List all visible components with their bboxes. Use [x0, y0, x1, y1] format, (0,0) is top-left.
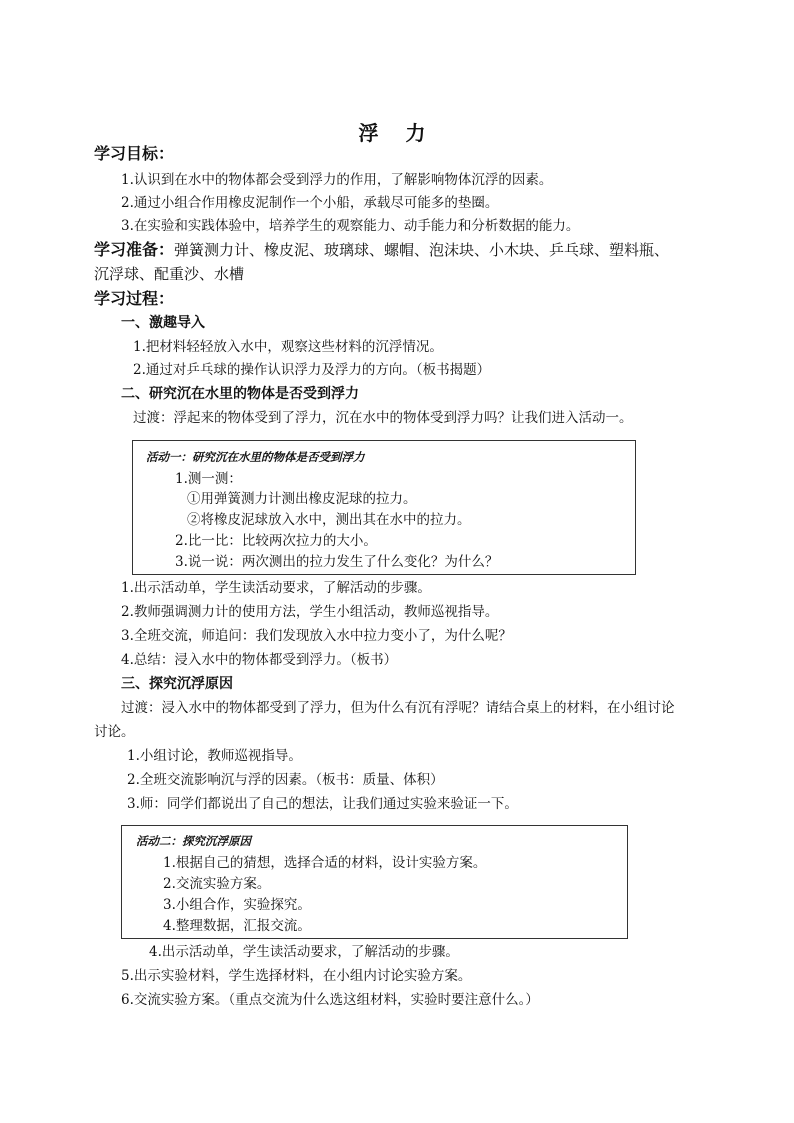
activity2-step: 4.整理数据，汇报交流。: [163, 918, 311, 934]
section3-after-item: 4.出示活动单，学生读活动要求，了解活动的步骤。: [149, 944, 459, 960]
section3-after-item: 5.出示实验材料，学生选择材料，在小组内讨论实验方案。: [121, 968, 472, 984]
activity1-heading: 活动一：研究沉在水里的物体是否受到浮力: [146, 450, 365, 464]
preparation-materials-cont: 沉浮球、配重沙、水槽: [94, 265, 245, 283]
section3-item: 2.全班交流影响沉与浮的因素。（板书：质量、体积）: [127, 772, 444, 788]
objective-item: 3.在实验和实践体验中，培养学生的观察能力、动手能力和分析数据的能力。: [121, 218, 580, 234]
section1-item: 1.把材料轻轻放入水中，观察这些材料的沉浮情况。: [133, 339, 443, 355]
preparation-line: [94, 240, 669, 260]
objective-item: 1.认识到在水中的物体都会受到浮力的作用，了解影响物体沉浮的因素。: [121, 172, 553, 188]
section3-after-item: 6.交流实验方案。（重点交流为什么选这组材料，实验时要注意什么。）: [121, 992, 539, 1008]
activity2-heading: 活动二：探究沉浮原因: [136, 834, 251, 848]
objective-item: 2.通过小组合作用橡皮泥制作一个小船，承载尽可能多的垫圈。: [121, 195, 499, 211]
activity1-step: 1.测一测：: [175, 471, 242, 487]
section3-item: 1.小组讨论，教师巡视指导。: [127, 748, 302, 764]
objectives-heading: 学习目标：: [94, 144, 175, 163]
activity1-substep: ②将橡皮泥球放入水中，测出其在水中的拉力。: [187, 512, 471, 528]
activity1-step: 2.比一比：比较两次拉力的大小。: [175, 533, 377, 549]
section1-item: 2.通过对乒乓球的操作认识浮力及浮力的方向。（板书揭题）: [133, 362, 491, 378]
page-title: 浮 力: [358, 121, 436, 145]
section2-item: 2.教师强调测力计的使用方法，学生小组活动，教师巡视指导。: [121, 604, 499, 620]
activity2-step: 3.小组合作，实验探究。: [163, 897, 311, 913]
section2-item: 3.全班交流，师追问：我们发现放入水中拉力变小了，为什么呢？: [121, 628, 512, 644]
section1-heading: 一、激趣导入: [121, 315, 205, 331]
section2-transition: 过渡：浮起来的物体受到了浮力，沉在水中的物体受到浮力吗？让我们进入活动一。: [133, 410, 633, 426]
preparation-materials: 弹簧测力计、橡皮泥、玻璃球、螺帽、泡沫块、小木块、乒乓球、塑料瓶、: [174, 241, 670, 259]
section2-item: 1.出示活动单，学生读活动要求，了解活动的步骤。: [121, 580, 431, 596]
section3-transition-cont: 讨论。: [94, 724, 135, 740]
section3-heading: 三、探究沉浮原因: [121, 676, 233, 692]
section3-item: 3.师：同学们都说出了自己的想法，让我们通过实验来验证一下。: [127, 796, 518, 812]
preparation-heading: 学习准备：: [94, 240, 175, 259]
section2-heading: 二、研究沉在水里的物体是否受到浮力: [121, 386, 359, 402]
activity2-step: 2.交流实验方案。: [163, 876, 271, 892]
section2-item: 4.总结：浸入水中的物体都受到浮力。（板书）: [121, 652, 398, 668]
activity1-box: [132, 440, 636, 575]
activity1-step: 3.说一说：两次测出的拉力发生了什么变化？为什么？: [175, 554, 499, 570]
activity2-step: 1.根据自己的猜想，选择合适的材料，设计实验方案。: [163, 855, 487, 871]
activity1-substep: ①用弹簧测力计测出橡皮泥球的拉力。: [187, 491, 417, 507]
section3-transition: 过渡：浸入水中的物体都受到了浮力，但为什么有沉有浮呢？请结合桌上的材料，在小组讨论: [121, 700, 675, 716]
activity2-box: [121, 825, 628, 939]
process-heading: 学习过程：: [94, 289, 175, 308]
